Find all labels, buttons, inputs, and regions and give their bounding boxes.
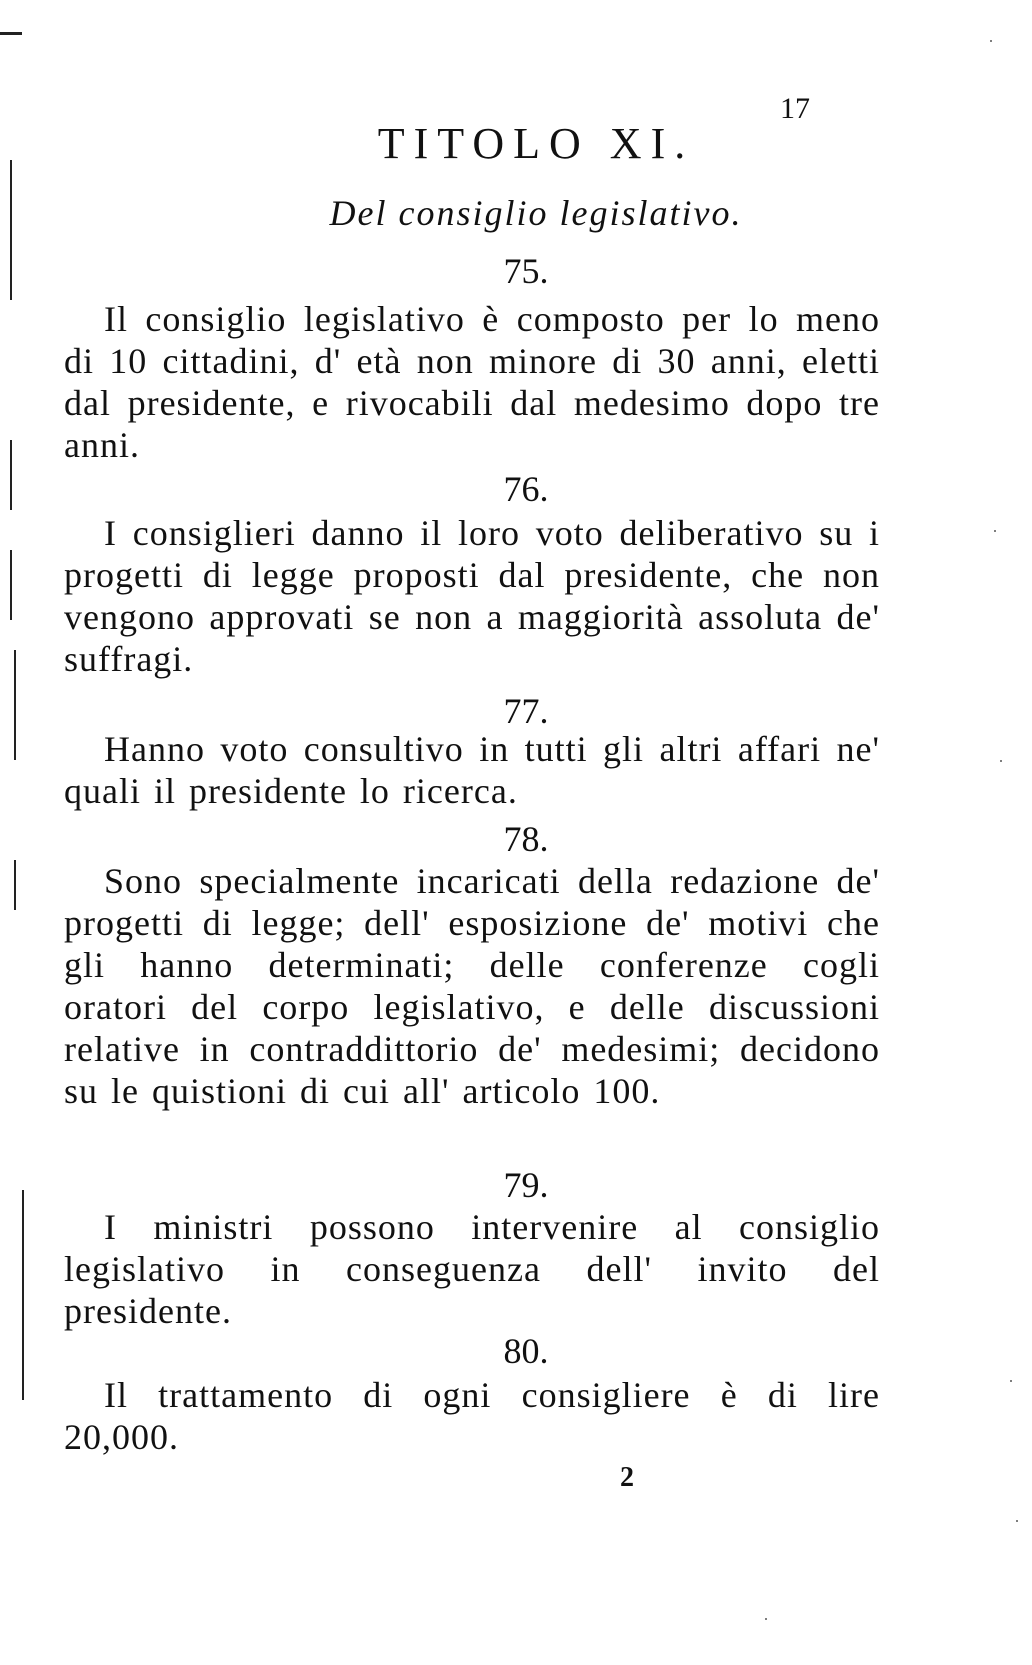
article-text: Il trattamento di ogni consigliere è di lire 20,000. [64,1375,880,1457]
article-number: 78. [503,819,549,859]
article-number: 76. [503,469,549,509]
article-text: Sono specialmente incaricati della redazione de' progetti di legge; dell' esposizione de' motivi che gli hanno determinati; delle conferenze cogli oratori del corpo legislativo, e delle discussioni relative in contraddittorio de' medesimi; decidono su le quistioni di cui all' articolo 100. [64,861,880,1111]
paper-speck [990,40,992,42]
printer-signature-mark: 2 [620,1462,634,1493]
article-number: 80. [503,1331,549,1371]
scan-corner-mark [0,32,22,35]
section-subtitle: Del consiglio legislativo. [329,193,743,233]
article-number: 79. [503,1165,549,1205]
article-text: I consiglieri danno il loro voto deliberativo su i progetti di legge proposti dal presidente, che non vengono approvati se non a maggiorità assoluta de' suffragi. [64,513,880,679]
paper-speck [1016,1520,1018,1522]
article-text: Il consiglio legislativo è composto per lo meno di 10 cittadini, d' età non minore di 30 anni, eletti dal presidente, e rivocabili dal medesimo dopo tre anni. [64,299,880,465]
page-number: 17 [780,92,810,125]
paper-speck [994,530,996,532]
article-number: 75. [503,251,549,291]
paper-speck [1010,1380,1012,1382]
article-number: 77. [503,691,549,731]
gutter-shadow-line [14,860,16,910]
paper-speck [1000,760,1002,762]
article-text: Hanno voto consultivo in tutti gli altri affari ne' quali il presidente lo ricerca. [64,729,880,811]
article-text: I ministri possono intervenire al consiglio legislativo in conseguenza dell' invito del presidente. [64,1207,880,1331]
paper-speck [765,1618,767,1620]
gutter-shadow-line [10,550,12,620]
section-title: TITOLO XI. [377,119,695,168]
